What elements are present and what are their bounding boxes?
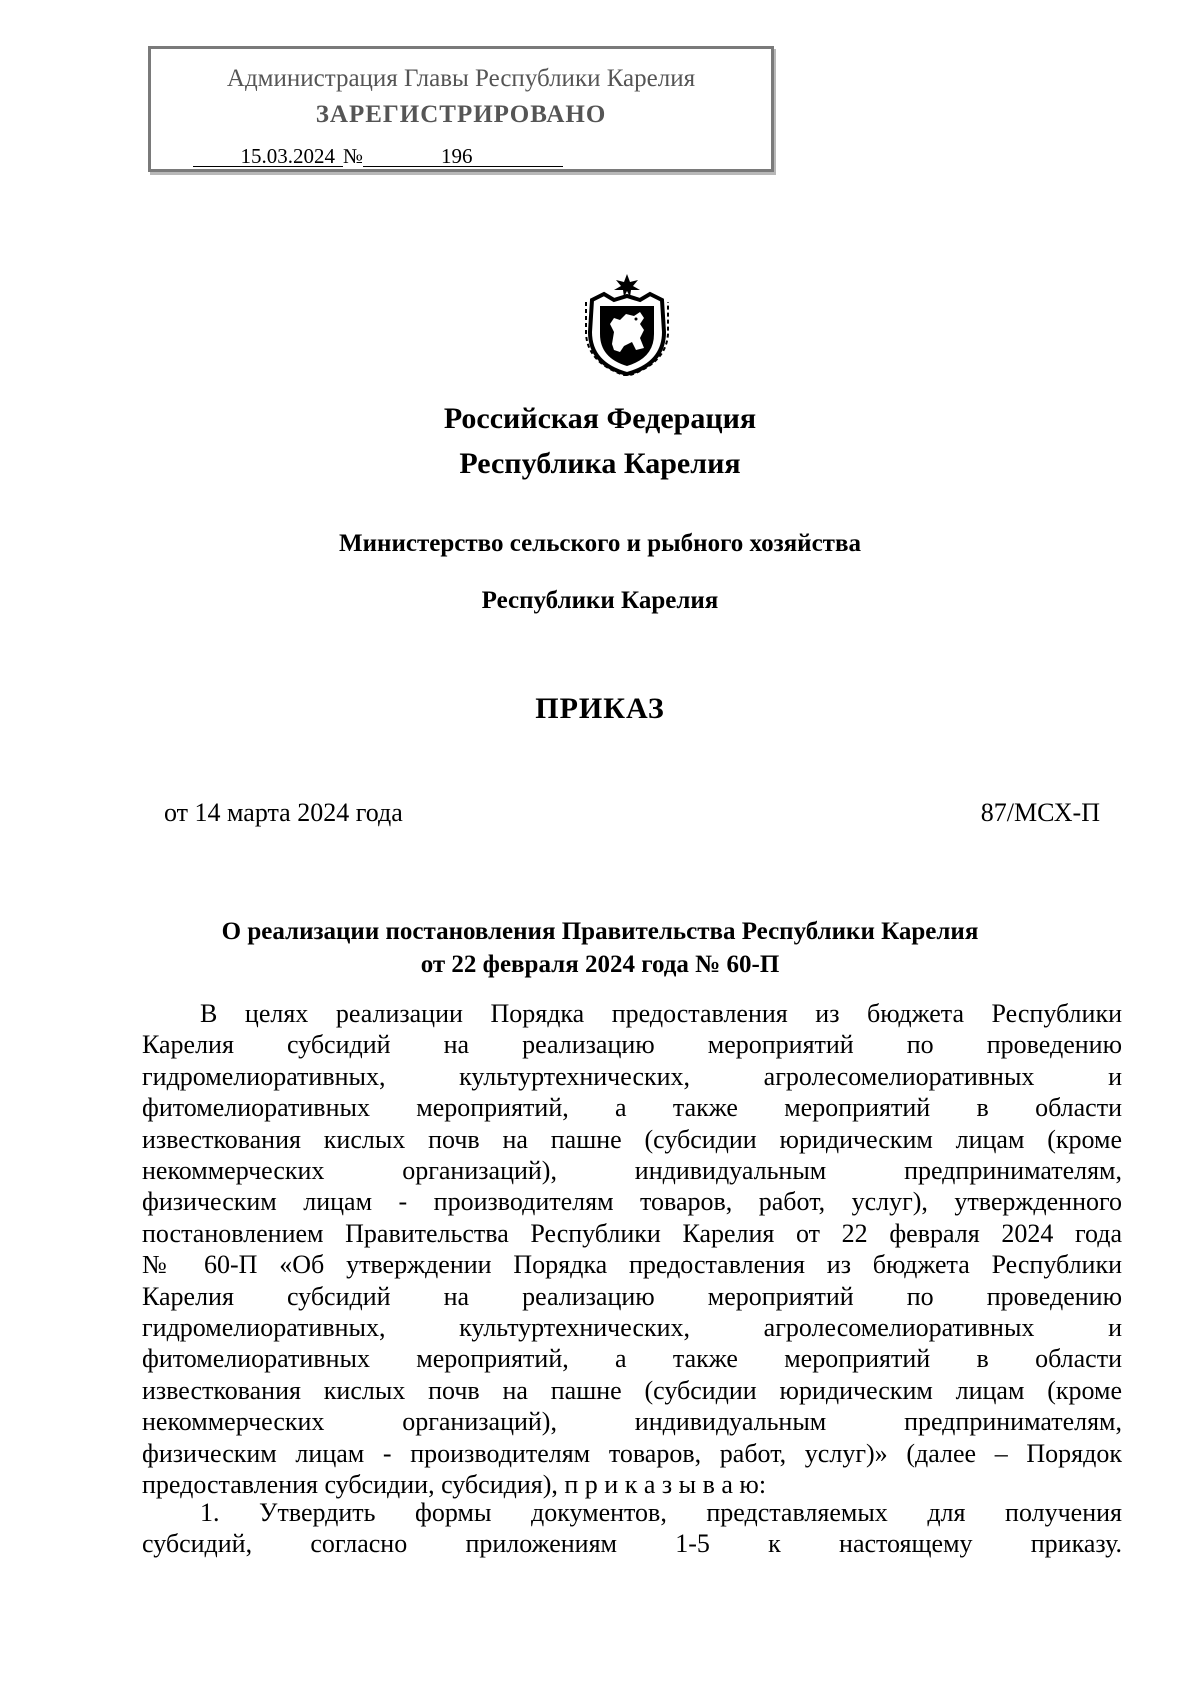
paragraph-line: фитомелиоративных мероприятий, а также мероприятий в области [142, 1344, 1122, 1374]
document-type: ПРИКАЗ [535, 692, 665, 725]
paragraph-line: гидромелиоративных, культуртехнических, агролесомелиоративных и [142, 1313, 1122, 1343]
paragraph-line: Карелия субсидий на реализацию мероприятий по проведению [142, 1030, 1122, 1060]
registration-stamp [148, 46, 774, 172]
stamp-number: 196 [363, 146, 563, 167]
preamble-paragraph [142, 998, 1122, 1501]
republic-name: Республика Карелия [459, 447, 741, 480]
paragraph-line: субсидий, согласно приложениям 1-5 к настоящему приказу. [142, 1529, 1122, 1559]
paragraph-line: гидромелиоративных, культуртехнических, агролесомелиоративных и [142, 1061, 1122, 1091]
stamp-number-sign: № [343, 144, 364, 168]
paragraph-line: предоставления субсидии, субсидия), п р и к а з ы в а ю: [142, 1470, 767, 1500]
order-subject [0, 915, 1200, 981]
subject-line2: от 22 февраля 2024 года № 60-П [420, 951, 780, 978]
paragraph-line: известкования кислых почв на пашне (субсидии юридическим лицам (кроме [142, 1375, 1122, 1405]
paragraph-line: некоммерческих организаций), индивидуальным предпринимателям, [142, 1156, 1122, 1186]
order-number: 87/МСХ-П [980, 798, 1100, 827]
paragraph-line: известкования кислых почв на пашне (субсидии юридическим лицам (кроме [142, 1124, 1122, 1154]
paragraph-line: фитомелиоративных мероприятий, а также мероприятий в области [142, 1093, 1122, 1123]
stamp-authority: Администрация Главы Республики Карелия [226, 65, 696, 92]
state-heading [0, 396, 1200, 486]
stamp-registration-line [193, 144, 563, 169]
paragraph-line: В целях реализации Порядка предоставления из бюджета Республики [200, 999, 1122, 1028]
paragraph-line: № 60-П «Об утверждении Порядка предоставления из бюджета Республики [142, 1250, 1122, 1280]
paragraph-line: физическим лицам - производителям товаров, работ, услуг)» (далее – Порядок [142, 1438, 1122, 1468]
paragraph-line: Карелия субсидий на реализацию мероприятий по проведению [142, 1281, 1122, 1311]
coat-of-arms-icon [584, 272, 670, 376]
stamp-date: 15.03.2024 [193, 146, 343, 167]
ministry-name-line2: Республики Карелия [481, 587, 719, 614]
clause-1-paragraph [142, 1497, 1122, 1560]
state-name: Российская Федерация [443, 402, 757, 435]
paragraph-line: постановлением Правительства Республики Карелия от 22 февраля 2024 года [142, 1218, 1122, 1248]
ministry-name-line1: Министерство сельского и рыбного хозяйства [339, 530, 861, 557]
paragraph-line: некоммерческих организаций), индивидуальным предпринимателям, [142, 1407, 1122, 1437]
stamp-registered: ЗАРЕГИСТРИРОВАНО [315, 101, 607, 128]
subject-line1: О реализации постановления Правительства Республики Карелия [221, 918, 979, 945]
paragraph-line: физическим лицам - производителям товаров, работ, услуг), утвержденного [142, 1187, 1122, 1217]
order-date: от 14 марта 2024 года [164, 798, 403, 827]
paragraph-line: 1. Утвердить формы документов, представляемых для получения [200, 1498, 1122, 1527]
